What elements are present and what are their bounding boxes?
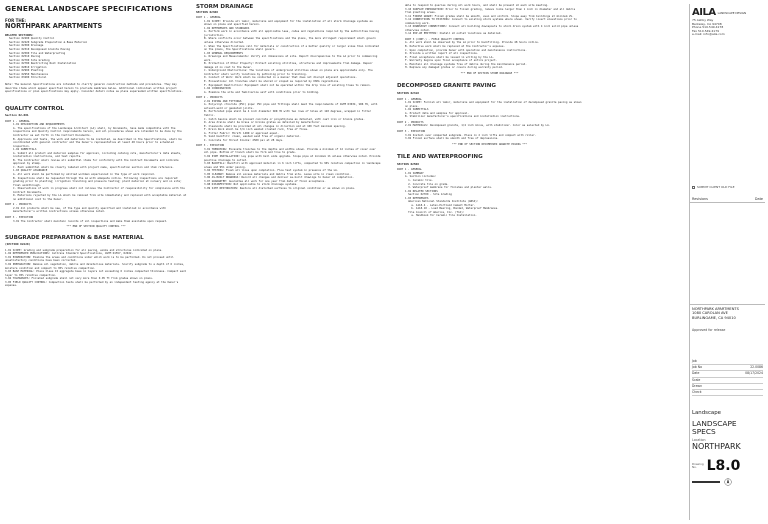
firm-address: [692, 19, 725, 37]
divider: [690, 304, 765, 305]
drawing-number-label: [692, 463, 704, 470]
related-section: Section 03200 Structural: [9, 76, 47, 80]
address-line: 75 Ashby Way: [692, 18, 714, 22]
revisions-header: [692, 197, 763, 201]
related-section: Section 02780 Restricting Root Installation: [9, 62, 77, 66]
part-heading: PART 2 - PRODUCTS: [397, 120, 424, 124]
sheet-meta: [692, 359, 763, 396]
end-of-section: *** END OF SECTION QUALITY CONTROL ***: [66, 225, 126, 229]
related-section: Section 02900 Planting: [9, 69, 44, 73]
general-note: Note: The General Specifications are intended to clarify general construction methods and procedures. They may describe items which appear specified herein to preclude membrane below. Additional individual written project specifications or plan specifications may apply. Consider detail notes as plans superseded written specifications.: [5, 82, 184, 94]
sheet-title: GENERAL LANDSCAPE SPECIFICATIONS: [5, 5, 173, 13]
body-text: 1.01 SCOPE: Furnish all labor, materials and equipment for the installation of decomposed granite paving as shown on plans. 1.02 SUBMITTALS A. Product data and samples for approval. B. Stabilizer manufacturer's specifications and installation instructions.: [405, 101, 582, 119]
part-heading: PART 3 - EXECUTION: [196, 144, 225, 148]
sheet-title-line: LANDSCAPE: [692, 419, 737, 428]
body-text: 3.01 TRENCHING: Excavate trenches to the depths and widths shown. Provide a minimum of 12 inches of cover over all pipe. Bottom of trench shall be firm and true to grade. 3.02 PIPE INSTALLATION: Lay pipe with bell ends upgrade. Slope pipe at minimum 1% unless otherwise noted. Provide positive drainage to outlet. 3.03 BACKFILL: Backfill with approved material in 6 inch lifts, compacted to 90% relative compaction in landscape areas and 95% under paving. 3.04 TESTING: Flush all lines upon completion. Flow test system in presence of the LA. 3.05 CLEANUP: Remove all excess materials and debris from site. Leave site in clean condition. 3.06 AS-BUILT DRAWINGS: Record all changes and deliver as-built drawings to Owner at completion. 3.07 GUARANTEE: Guarantee all work for one year from date of final acceptance. 3.08 DISINFECTION: Not applicable to storm drainage systems. 3.09 SITE RESTORATION: Restore all disturbed surfaces to original condition or as shown on plans.: [204, 147, 381, 190]
logo-mark: AILA: [692, 7, 716, 18]
subgrade-number: (SECTION 02220): [5, 242, 31, 247]
address-line: Phone 510.549.4178: [692, 25, 724, 30]
quality-control-heading: QUALITY CONTROL: [5, 105, 64, 112]
body-text: 2.01 PIPING AND FITTINGS A. Polyvinyl chloride (PVC) pipe: PVC pipe and fittings shall meet the requirements of ASTM D3034, SDR 35, with solvent-weld or gasketed joints. B. Perforated pipe shall be 4 inch diameter SDR 35 with two rows of holes at 120 degrees, wrapped in filter fabric. C. Catch basins shall be precast concrete or polyethylene as detailed, with cast iron or bronze grates. D. Area drains shall be brass or bronze grates as detailed by manufacturer. E. Cleanouts shall be provided at all changes in direction and at 100 foot maximum spacing. F. Drain Rock shall be 3/4 inch washed crushed rock, free of fines. G. Filter Fabric: Mirafi 140N or approved equal. H. Sand backfill: clean, washed sand free of organic material. I. Concrete for thrust blocks: 2500 psi at 28 days.: [204, 99, 378, 142]
decomposed-granite-heading: DECOMPOSED GRANITE PAVING: [397, 83, 496, 90]
body-text: 1.01 SCOPE: Grading and subgrade preparation for all paving, walks and structures indicated on plans. 1.02 REFERENCED PUBLICATIONS: Caltrans Standard Specifications, ASTM D1557, D2922. 3.01 EXAMINATION: Examine the areas and conditions under which work is to be performed. Do not proceed until unsatisfactory conditions have been corrected. 3.02 PREPARATION: Remove all vegetation, debris and deleterious materials. Scarify subgrade to a depth of 6 inches, moisture condition and compact to 95% relative compaction. 3.03 BASE MATERIAL: Place Class II aggregate base in layers not exceeding 6 inches compacted thickness. Compact each layer to 95% relative compaction. 3.04 TOLERANCES: Finished subgrade shall not vary more than 0.05 ft from grades shown on plans. 3.05 FIELD QUALITY CONTROL: Compaction tests shall be performed by an independent testing agency at the Owner's expense.: [5, 248, 187, 288]
end-of-section: *** END OF SECTION DECOMPOSED GRANITE PAVING ***: [452, 142, 527, 146]
approved-label: Approved for release: [692, 328, 726, 332]
meta-key: Check: [692, 390, 702, 395]
scale-bar: [692, 481, 720, 483]
submit-label: SUBMIT CLIENT OLD FILE: [697, 185, 735, 189]
related-section: Section 02500 Tile and Waterproofing: [9, 51, 66, 55]
related-section: Section 02220 Subgrade Preparation & Base Material: [9, 40, 88, 44]
submit-row: [692, 185, 734, 189]
north-arrow-icon: [724, 478, 732, 486]
meta-key: Drawn: [692, 383, 703, 388]
related-section: Section 02810 Irrigation: [9, 65, 47, 69]
related-section: Section 02700 Site Grading: [9, 58, 50, 62]
divider: [690, 202, 765, 203]
for-label: FOR THE:: [5, 18, 27, 24]
body-text: PART 3 (CONT.) - FIELD QUALITY CONTROL A. All work shall be observed by the LA prior to backfilling. Provide 48 hours notice. B. Defective work shall be replaced at the Contractor's expense. C. Upon completion, provide Owner with operation and maintenance instructions. D. Provide a written report of all inspections. E. Final acceptance shall be issued in writing by the LA. F. Warranty begins upon final acceptance of entire project. G. Maintain all drainage systems free of debris during the maintenance period. H. Replace any damaged grates or covers during warranty period.: [405, 37, 540, 70]
meta-key: Scale: [692, 377, 701, 382]
project-line: NORTHPARK APARTMENTS: [692, 307, 739, 311]
decomposed-granite-number: SECTION 02310: [397, 90, 419, 95]
drainage-number: SECTION 02300: [196, 9, 218, 14]
location-value: NORTHPARK: [692, 442, 741, 451]
logo-subtitle: LANDSCAPE DESIGN: [717, 10, 747, 15]
submit-checkbox[interactable]: [692, 186, 695, 189]
project-block: [692, 307, 739, 320]
location-label: Location: [692, 438, 706, 442]
end-of-section: *** END OF SECTION STORM DRAINAGE ***: [460, 71, 519, 75]
body-text: 1.01 SCOPE: Provide all labor, materials and equipment for the installation of all storm drainage systems as shown on plans and specified herein. 1.02 REFERENCES AND STANDARDS A. Perform work in accordance with all applicable laws, codes and regulations required by the authorities having jurisdiction. B. Where conflicts occur between the specifications and the plans, the more stringent requirement shall govern unless otherwise directed. C. When the Specifications call for materials or construction of a better quality or larger sizes than indicated on the plans, the Specifications shall govern. 1.03 GENERAL REQUIREMENTS A. Drawings and Measurements: Verify all dimensions at site. Report discrepancies to the LA prior to commencing work. B. Protection of Other Property: Protect existing utilities, structures and improvements from damage. Repair damage at no cost to the Owner. C. Underground Obstructions: The locations of underground utilities shown on plans are approximate only. The Contractor shall verify locations by potholing prior to trenching. D. Conduct of Work: Work shall be conducted in a manner that does not disrupt adjacent operations. E. Excavations: All trenches shall be shored or sloped as required by OSHA regulations. F. Equipment Restriction: Equipment shall not be operated within the drip line of existing trees to remain. 1.04 COORDINATION A. Examine the site and familiarize self with conditions prior to bidding.: [204, 19, 379, 94]
tile-number: SECTION 02500: [397, 161, 419, 166]
project-line: 1080 CAROLAN AVE: [692, 311, 728, 316]
sheet-category: Landscape: [692, 410, 721, 416]
part-heading: PART 2 - PRODUCTS: [196, 96, 223, 100]
address-line: Berkeley, CA 94708: [692, 21, 722, 26]
related-section: Section 02300 Drainage: [9, 44, 44, 48]
sheet-title-line: SPECS: [692, 427, 716, 436]
drawing-number-value: L8.0: [706, 458, 741, 474]
related-section: Section 02510 Paving: [9, 55, 41, 59]
date-label: Date: [754, 197, 763, 201]
meta-key: Job No: [692, 365, 702, 370]
related-section: Section 02310 Decomposed Granite Paving: [9, 48, 70, 52]
subgrade-heading: SUBGRADE PREPARATION & BASE MATERIAL: [5, 234, 144, 241]
body-text: 3.01 Install over compacted subgrade. Place in 2 inch lifts and compact with roller. 3.02 Finish surface shall be smooth and free of depressions.: [405, 133, 537, 141]
title-block: [689, 4, 764, 520]
drawing-label-line: No.: [692, 465, 697, 469]
part-heading: PART 1 - GENERAL: [397, 168, 422, 172]
body-text: 3.01 The Contractor shall maintain records of all inspections and make them available upon request.: [13, 219, 168, 223]
meta-key: Job: [692, 359, 697, 363]
spec-column-1: [5, 5, 187, 520]
part-heading: PART 1 - GENERAL: [397, 97, 422, 101]
part-heading: PART 1 - GENERAL: [196, 16, 221, 20]
address-line: Fax 510.549.4179: [692, 28, 720, 33]
meta-row: [692, 390, 763, 396]
quality-control-number: Section 02-001: [5, 113, 29, 118]
part-heading: PART 3 - EXECUTION: [5, 216, 34, 219]
related-sections-list: [5, 37, 187, 80]
body-text: 1.01 DESCRIPTION AND REQUIREMENTS A. The specifications of the Landscape Architect (LA) shall, by Documents, have made compatible with the inspections and Quality Control requirements herein, and all procedures shown are intended to be done by the Contractor as set forth in the Contract Documents. B. Approvals and tests, the work and materials to be installed, as described in the Specifications, shall be coordinated with general contractor and the Owner's representative at least 48 hours prior to scheduled inspection. 1.02 SUBMITTALS A. Submit all product and material samples for approval, including catalog cuts, manufacturer's data sheets, installation instructions, and test reports. B. The Contractor shall review all submittal items for conformity with the Contract Documents and indicate approval by stamp. C. Each submittal shall be clearly labeled with project name, specification section and item reference. 1.03 QUALITY ASSURANCE A. All work shall be performed by skilled workmen experienced in the type of work required. B. Inspections shall be requested through the LA with adequate notice. Following inspections are required: grading prior to planting; irrigation trenching and pressure testing; plant material at nursery and on site; final walkthrough. C. Observations of work in progress shall not relieve the Contractor of responsibility for compliance with the Contract Documents. D. Materials rejected by the LA shall be removed from site immediately and replaced with acceptable material at no additional cost to the Owner.: [13, 123, 187, 201]
related-section: Section 02200 Quality Control: [9, 37, 55, 41]
spec-column-3: [397, 4, 582, 520]
body-text: 2.01 MATERIALS: Decomposed granite, 1/4 inch minus, with stabilizer. Color as selected by LA.: [405, 124, 551, 128]
meta-value: 22.0086: [750, 365, 763, 370]
address-line: e-mail: info@aila.com: [692, 32, 725, 37]
related-section: Section 02950 Maintenance: [9, 72, 49, 76]
part-heading: PART 2 - PRODUCTS: [5, 203, 32, 207]
drawing-label-line: Drawing: [692, 461, 704, 466]
meta-value: 08/17/2024: [745, 371, 763, 376]
spec-column-2: [196, 4, 382, 520]
project-name: NORTHPARK APARTMENTS: [5, 22, 103, 31]
project-line: BURLINGAME, CA 94010: [692, 315, 736, 320]
part-heading: PART 3 - EXECUTION: [397, 129, 426, 133]
meta-key: Date: [692, 371, 700, 376]
part-heading: PART 1 - GENERAL: [5, 119, 30, 123]
drainage-heading: STORM DRAINAGE: [196, 4, 254, 10]
related-sections-label: RELATED SECTIONS:: [5, 32, 34, 37]
body-text: 1.01 SUMMARY A. Section includes: 1. Ceramic tile. 2. Concrete tile on grade. 3. Waterproof membrane for finishes and planter walls. 1.02 RELATED SECTIONS Section 02700 - Site Grading 1.03 REFERENCES American National Standards Institute (ANSI): a. A118.4 - Latex-Portland Cement Mortar. b. A118.10 - Load Bearing, Bonded, Waterproof Membranes. Tile Council of America, Inc. (TCA): a. Handbook for Ceramic Tile Installation.: [405, 171, 499, 218]
body-text: able to respond to queries during all work hours, and shall be present at each site meeting. 3.10 SURFACE PREPARATION: Prior to finish grading, remove rocks larger than 1 inch in diameter and all debris from planting areas. 3.11 FINISH GRADE: Finish grades shall be smooth, even and uniform. Slope away from buildings at minimum 2%. 3.12 CONNECTIONS TO EXISTING: Connect to existing storm systems where shown. Verify invert elevations prior to commencing work. 3.13 DOWNSPOUT CONNECTIONS: Connect all building downspouts to storm drain system with 4 inch solid pipe unless otherwise noted. 3.14 POP-UP EMITTERS: Install at outlet locations as detailed.: [405, 4, 579, 36]
revisions-label: Revisions: [692, 197, 708, 201]
body-text: 2.01 All products shall be new, of the type and quality specified and installed in accordance with manufacturer's written instructions unless otherwise noted.: [13, 206, 167, 214]
tile-heading: TILE AND WATERPROOFING: [397, 154, 483, 161]
firm-logo: [692, 7, 746, 18]
drawing-number: [692, 455, 763, 477]
